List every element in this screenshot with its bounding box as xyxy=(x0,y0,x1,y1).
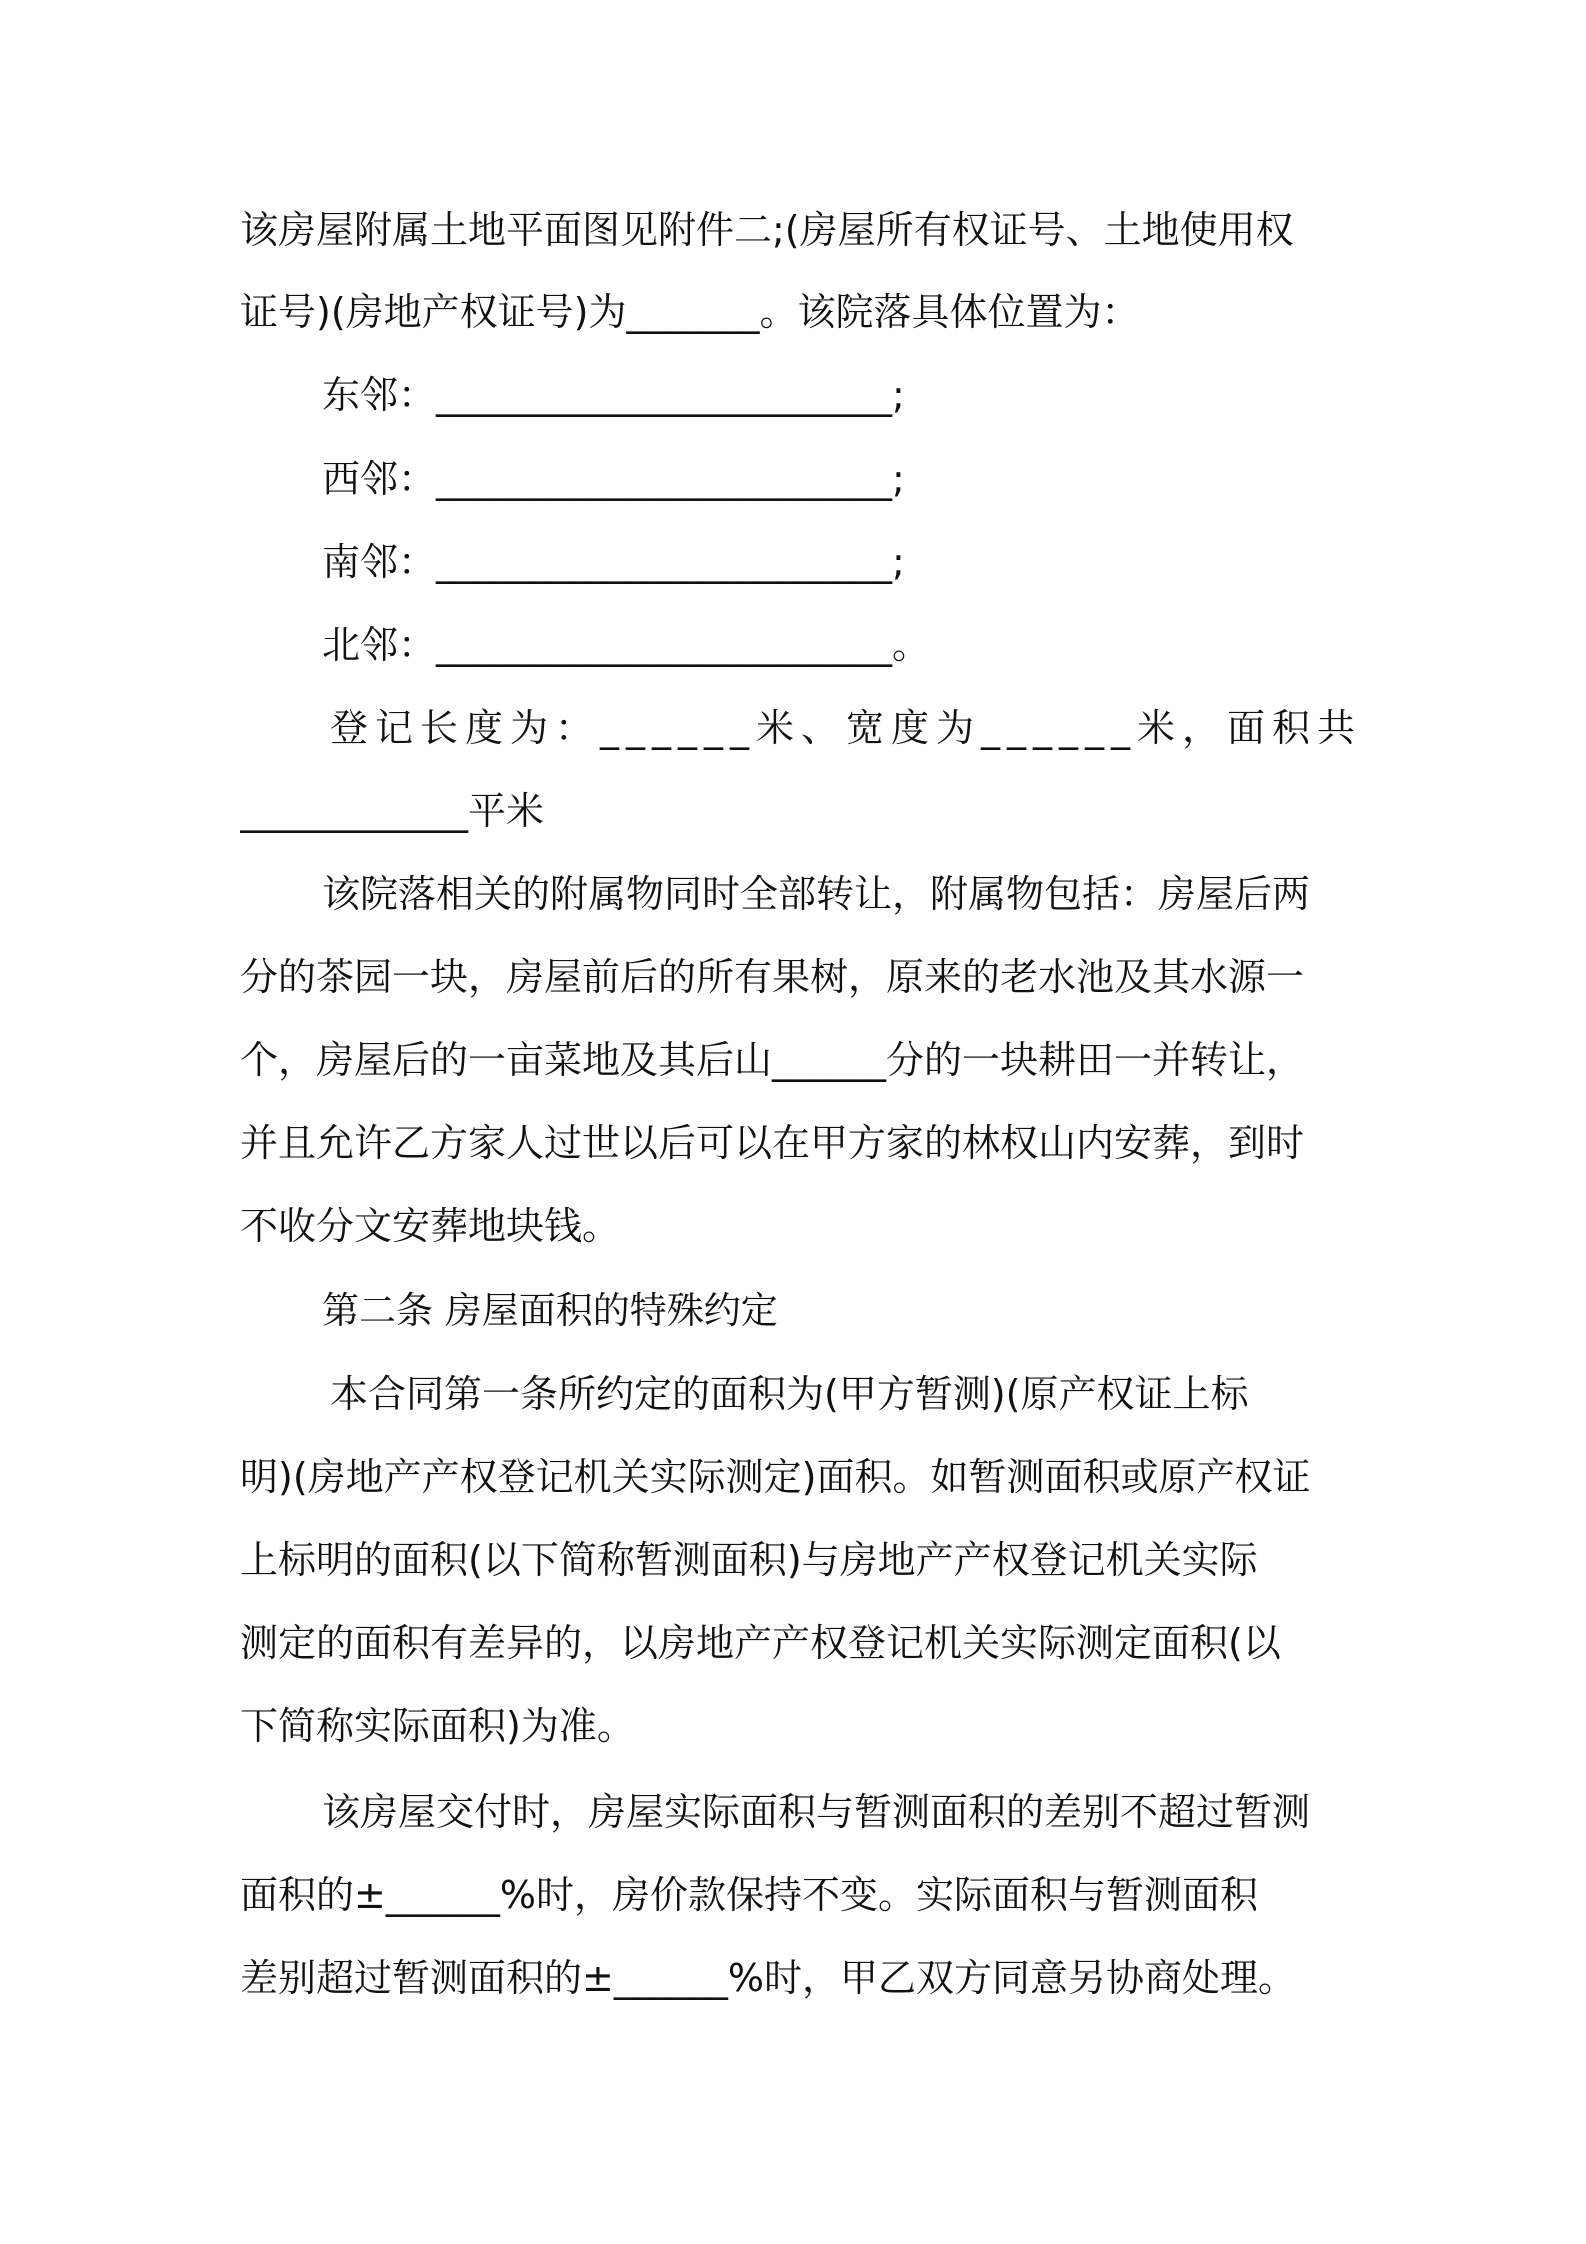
paragraph-line: 下简称实际面积)为准。 xyxy=(240,1704,635,1748)
paragraph-line: 明)(房地产产权登记机关实际测定)面积。如暂测面积或原产权证 xyxy=(240,1455,1311,1499)
south-neighbor-line: 南邻：________________________; xyxy=(322,540,905,584)
paragraph-line: 该房屋附属土地平面图见附件二;(房屋所有权证号、土地使用权 xyxy=(240,208,1294,252)
paragraph-line: 个，房屋后的一亩菜地及其后山______分的一块耕田一并转让， xyxy=(240,1038,1305,1082)
paragraph-line: 面积的±______%时，房价款保持不变。实际面积与暂测面积 xyxy=(240,1873,1258,1917)
paragraph-line: 不收分文安葬地块钱。 xyxy=(240,1204,621,1248)
section-heading: 第二条 房屋面积的特殊约定 xyxy=(322,1289,778,1332)
paragraph-line: 分的茶园一块，房屋前后的所有果树，原来的老水池及其水源一 xyxy=(240,955,1305,999)
paragraph-line: 差别超过暂测面积的±______%时，甲乙双方同意另协商处理。 xyxy=(240,1956,1296,2000)
north-neighbor-line: 北邻：________________________。 xyxy=(322,623,931,667)
east-neighbor-line: 东邻：________________________; xyxy=(322,373,905,417)
paragraph-line: 并且允许乙方家人过世以后可以在甲方家的林权山内安葬，到时 xyxy=(240,1121,1305,1165)
paragraph-line: 本合同第一条所约定的面积为(甲方暂测)(原产权证上标 xyxy=(330,1372,1249,1416)
paragraph-line: 该院落相关的附属物同时全部转让，附属物包括：房屋后两 xyxy=(322,872,1311,916)
west-neighbor-line: 西邻：________________________; xyxy=(322,457,905,501)
paragraph-line: 证号)(房地产权证号)为_______。该院落具体位置为： xyxy=(240,290,1140,334)
paragraph-line: 该房屋交付时，房屋实际面积与暂测面积的差别不超过暂测 xyxy=(322,1790,1311,1834)
paragraph-line: 测定的面积有差异的，以房地产产权登记机关实际测定面积(以 xyxy=(240,1621,1281,1665)
registration-dimensions-line: 登记长度为：______米、宽度为______米，面积共 xyxy=(330,706,1363,750)
paragraph-line: 上标明的面积(以下简称暂测面积)与房地产产权登记机关实际 xyxy=(240,1538,1258,1582)
registration-area-line: ____________平米 xyxy=(240,789,545,833)
